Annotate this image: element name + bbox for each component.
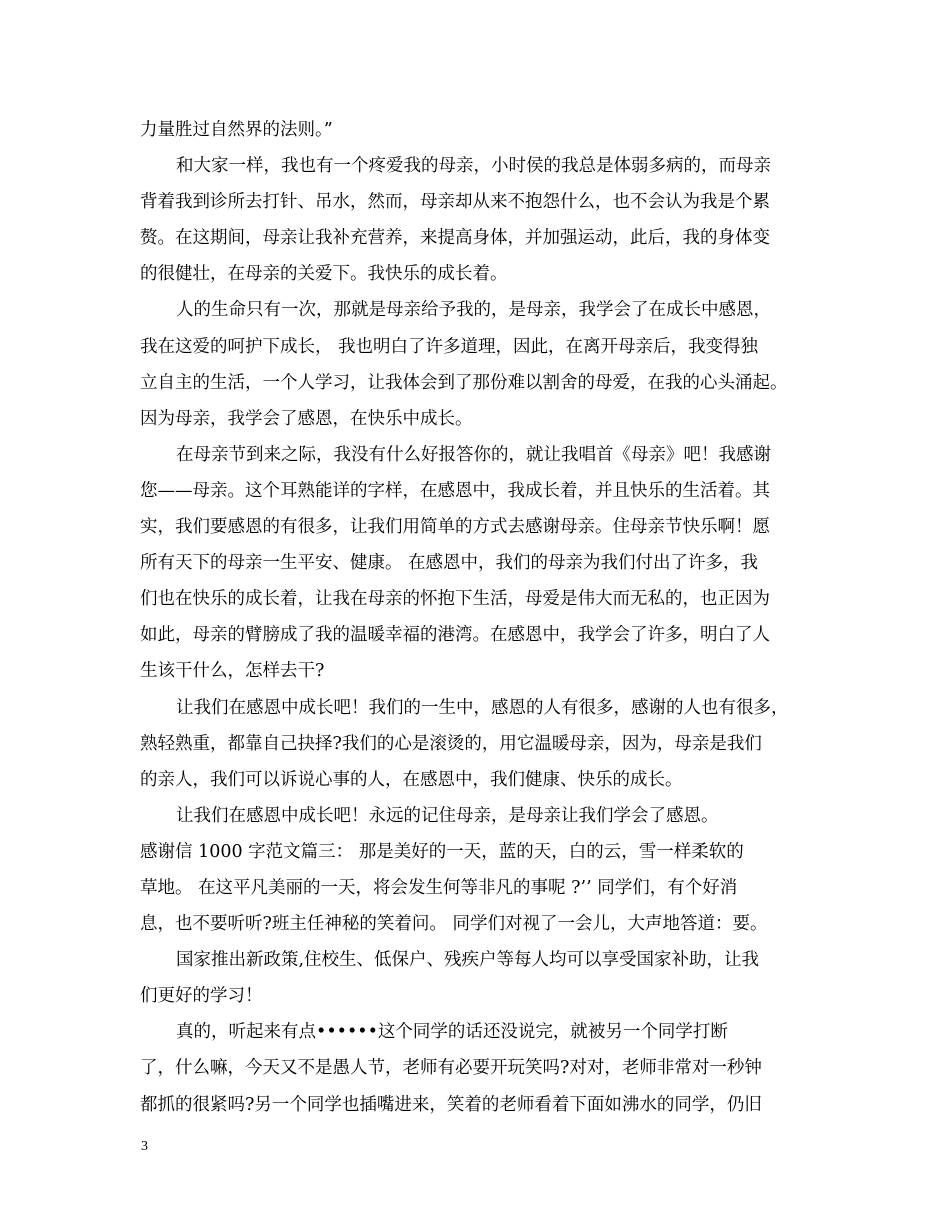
text-line: 和大家一样，我也有一个疼爱我的母亲，小时侯的我总是体弱多病的，而母亲 (176, 156, 771, 177)
text-line: 如此，母亲的臂膀成了我的温暖幸福的港湾。在感恩中，我学会了许多，明白了人 (140, 625, 770, 646)
text-line: 力量胜过自然界的法则。” (140, 120, 333, 140)
text-line: 因为母亲，我学会了感恩，在快乐中成长。 (140, 408, 473, 429)
text-line: 感谢信 1000 字范文篇三： 那是美好的一天，蓝的天，白的云，雪一样柔软的 (140, 841, 744, 862)
text-line: 人的生命只有一次，那就是母亲给予我的，是母亲，我学会了在成长中感恩， (176, 300, 771, 321)
text-line: 真的，听起来有点••••••这个同学的话还没说完，就被另一个同学打断 (176, 1022, 728, 1043)
text-line: 生该干什么，怎样去干? (140, 661, 325, 682)
text-line: 都抓的很紧吗?另一个同学也插嘴进来，笑着的老师看着下面如沸水的同学，仍旧 (140, 1094, 762, 1115)
text-line: 熟轻熟重，都靠自己抉择?我们的心是滚烫的，用它温暖母亲，因为，母亲是我们 (140, 733, 762, 754)
text-line: 们更好的学习！ (140, 986, 263, 1007)
text-line: 所有天下的母亲一生平安、健康。 在感恩中，我们的母亲为我们付出了许多，我 (140, 553, 759, 574)
text-line: 让我们在感恩中成长吧！我们的一生中，感恩的人有很多，感谢的人也有很多， (176, 697, 789, 718)
text-line: 您——母亲。这个耳熟能详的字样，在感恩中，我成长着，并且快乐的生活着。其 (140, 480, 770, 501)
text-line: 实，我们要感恩的有很多，让我们用简单的方式去感谢母亲。住母亲节快乐啊！愿 (140, 517, 770, 538)
text-line: 的亲人，我们可以诉说心事的人，在感恩中，我们健康、快乐的成长。 (140, 769, 683, 790)
text-line: 让我们在感恩中成长吧！永远的记住母亲，是母亲让我们学会了感恩。 (176, 805, 719, 826)
page-number: 3 (141, 1139, 148, 1154)
text-line: 了，什么嘛，今天又不是愚人节，老师有必要开玩笑吗?对对，老师非常对一秒钟 (140, 1058, 762, 1079)
text-line: 息，也不要听听?班主任神秘的笑着问。 同学们对视了一会儿，大声地答道：要。 (140, 914, 768, 935)
text-line: 草地。 在这平凡美丽的一天，将会发生何等非凡的事呢 ?’’ 同学们，有个好消 (140, 877, 738, 898)
text-line: 的很健壮，在母亲的关爱下。我快乐的成长着。 (140, 264, 508, 285)
text-line: 我在这爱的呵护下成长， 我也明白了许多道理，因此，在离开母亲后，我变得独 (140, 336, 759, 357)
text-line: 在母亲节到来之际，我没有什么好报答你的，就让我唱首《母亲》吧！我感谢 (176, 444, 771, 465)
text-line: 背着我到诊所去打针、吊水，然而，母亲却从来不抱怨什么，也不会认为我是个累 (140, 192, 770, 213)
text-line: 国家推出新政策,住校生、低保户、残疾户等每人均可以享受国家补助，让我 (176, 950, 760, 971)
document-body (140, 112, 816, 1123)
text-line: 赘。在这期间，母亲让我补充营养，来提高身体，并加强运动，此后，我的身体变 (140, 228, 770, 249)
text-line: 们也在快乐的成长着，让我在母亲的怀抱下生活，母爱是伟大而无私的，也正因为 (140, 589, 770, 610)
text-line: 立自主的生活，一个人学习，让我体会到了那份难以割舍的母爱，在我的心头涌起。 (140, 372, 788, 393)
